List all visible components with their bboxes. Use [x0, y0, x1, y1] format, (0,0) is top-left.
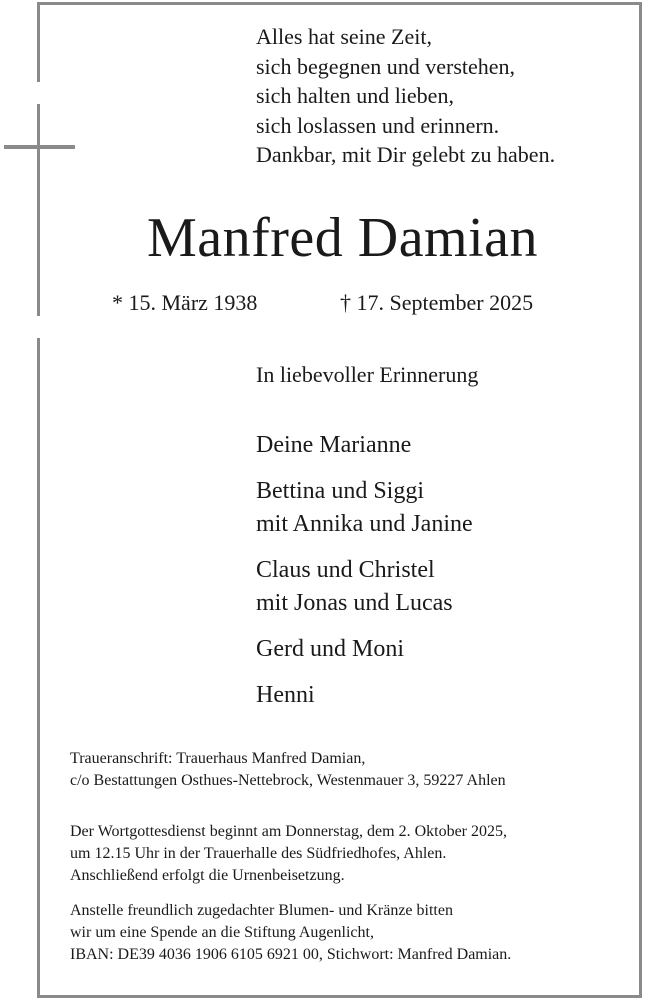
memory-line: In liebevoller Erinnerung [256, 362, 479, 387]
mourning-address [70, 748, 506, 792]
family-group [256, 429, 473, 462]
family-group [256, 554, 473, 620]
death-date: † 17. September 2025 [340, 290, 534, 315]
family-group [256, 679, 473, 712]
family-list [256, 429, 473, 725]
poem-line: sich loslassen und erinnern. [256, 112, 500, 138]
family-line: Henni [256, 682, 315, 708]
family-line: Claus und Christel [256, 557, 435, 583]
birth-date: * 15. März 1938 [112, 290, 258, 315]
donation-line: Anstelle freundlich zugedachter Blumen- und Kränze bitten [70, 902, 453, 919]
family-line: Deine Marianne [256, 432, 412, 458]
frame-top-line [37, 2, 642, 5]
family-line: Bettina und Siggi [256, 478, 424, 504]
family-line: mit Annika und Janine [256, 511, 473, 537]
donation-info [70, 900, 511, 966]
donation-line: wir um eine Spende an die Stiftung Augenlicht, [70, 924, 374, 941]
poem-line: Alles hat seine Zeit, [256, 24, 432, 49]
poem-line: Dankbar, mit Dir gelebt zu haben. [256, 142, 556, 167]
frame-left-bottom-line [37, 338, 40, 998]
deceased-name: Manfred Damian [146, 207, 539, 269]
service-line: Der Wortgottesdienst beginnt am Donnerstag, dem 2. Oktober 2025, [70, 823, 507, 840]
poem-line: sich halten und lieben, [256, 83, 454, 108]
family-line: mit Jonas und Lucas [256, 590, 453, 616]
family-group [256, 475, 473, 541]
address-line: Traueranschrift: Trauerhaus Manfred Damian, [70, 750, 366, 767]
donation-line: IBAN: DE39 4036 1906 6105 6921 00, Stichwort: Manfred Damian. [70, 946, 512, 963]
address-line: c/o Bestattungen Osthues-Nettebrock, Westenmauer 3, 59227 Ahlen [70, 772, 506, 789]
service-line: um 12.15 Uhr in der Trauerhalle des Südfriedhofes, Ahlen. [70, 845, 447, 862]
service-line: Anschließend erfolgt die Urnenbeisetzung. [70, 867, 345, 884]
poem [256, 22, 555, 170]
cross-horizontal-bar [4, 145, 75, 149]
poem-line: sich begegnen und verstehen, [256, 53, 516, 79]
frame-left-top-line [37, 2, 40, 82]
frame-right-line [639, 2, 642, 998]
family-group [256, 633, 473, 666]
service-info [70, 821, 507, 887]
family-line: Gerd und Moni [256, 636, 404, 662]
frame-bottom-line [37, 995, 642, 998]
